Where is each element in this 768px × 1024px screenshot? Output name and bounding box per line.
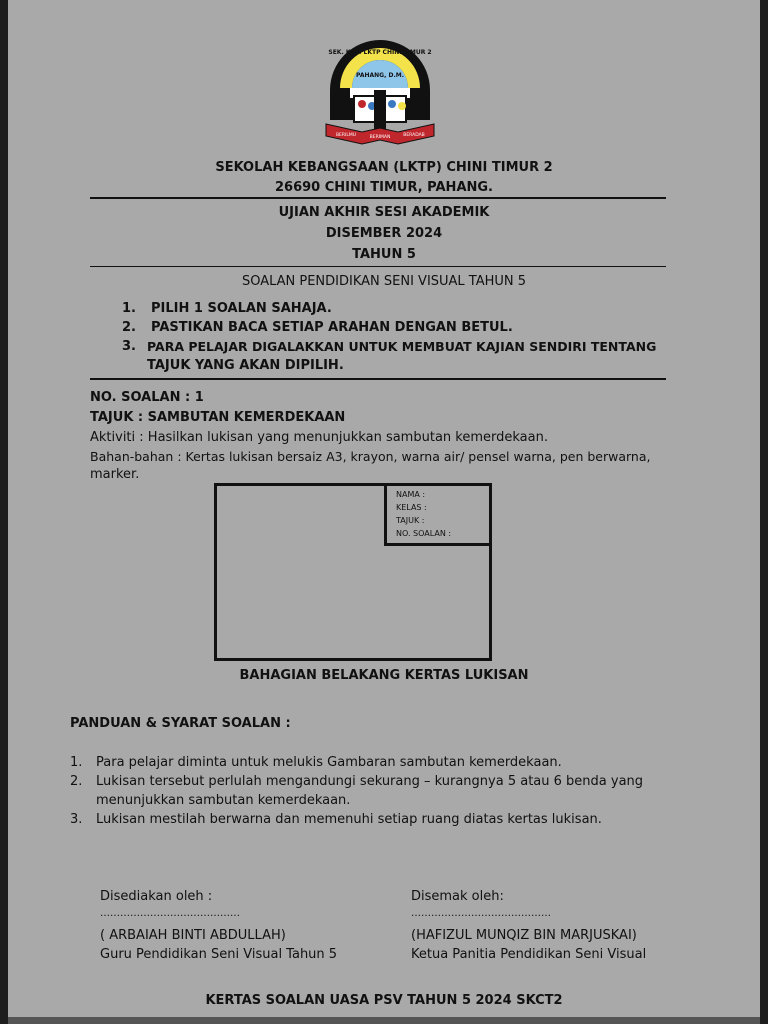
guide-heading: PANDUAN & SYARAT SOALAN : bbox=[70, 716, 291, 731]
instruction-3-text: PARA PELAJAR DIGALAKKAN UNTUK MEMBUAT KAJIAN SENDIRI TENTANG bbox=[147, 339, 657, 354]
exam-name: UJIAN AKHIR SESI AKADEMIK bbox=[278, 205, 490, 220]
question-materials: Bahan-bahan : Kertas lukisan bersaiz A3, krayon, warna air/ pensel warna, pen berwarna, bbox=[90, 449, 651, 464]
checked-by-signature-line: …………………………………… bbox=[411, 908, 551, 919]
id-box-nama: NAMA : bbox=[396, 490, 426, 499]
prepared-by-name: ( ARBAIAH BINTI ABDULLAH) bbox=[100, 928, 286, 943]
id-box-kelas: KELAS : bbox=[396, 503, 427, 512]
question-title: TAJUK : SAMBUTAN KEMERDEKAAN bbox=[90, 410, 346, 425]
crest-ribbon-right: BERADAB bbox=[403, 133, 425, 138]
instruction-2-text: PASTIKAN BACA SETIAP ARAHAN DENGAN BETUL. bbox=[151, 320, 513, 335]
prepared-by-role: Guru Pendidikan Seni Visual Tahun 5 bbox=[100, 947, 338, 962]
guide-2-text-cont: menunjukkan sambutan kemerdekaan. bbox=[96, 793, 351, 808]
checked-by-label: Disemak oleh: bbox=[411, 889, 504, 904]
exam-date: DISEMBER 2024 bbox=[325, 226, 443, 241]
checked-by-role: Ketua Panitia Pendidikan Seni Visual bbox=[411, 947, 647, 962]
subject-title: SOALAN PENDIDIKAN SENI VISUAL TAHUN 5 bbox=[241, 274, 527, 289]
question-materials-cont: marker. bbox=[90, 467, 140, 482]
guide-2-num: 2. bbox=[70, 774, 83, 789]
subject-divider bbox=[90, 266, 666, 267]
header-divider bbox=[90, 197, 666, 199]
guide-1-text: Para pelajar diminta untuk melukis Gambaran sambutan kemerdekaan. bbox=[96, 755, 562, 770]
question-number: NO. SOALAN : 1 bbox=[90, 390, 204, 405]
instruction-3-text-cont: TAJUK YANG AKAN DIPILIH. bbox=[147, 358, 344, 373]
school-name: SEKOLAH KEBANGSAAN (LKTP) CHINI TIMUR 2 bbox=[215, 160, 553, 175]
instruction-3-num: 3. bbox=[122, 339, 136, 354]
page-footer: KERTAS SOALAN UASA PSV TAHUN 5 2024 SKCT2 bbox=[205, 993, 563, 1008]
instructions-divider bbox=[90, 378, 666, 380]
guide-3-num: 3. bbox=[70, 812, 83, 827]
id-box-no-soalan: NO. SOALAN : bbox=[396, 529, 452, 538]
bottom-edge bbox=[8, 1017, 760, 1024]
school-crest-logo bbox=[322, 32, 438, 150]
guide-2-text: Lukisan tersebut perlulah mengandungi sekurang – kurangnya 5 atau 6 benda yang bbox=[96, 774, 644, 789]
instruction-1-num: 1. bbox=[122, 301, 136, 316]
crest-center-text: PAHANG, D.M. bbox=[356, 72, 404, 79]
crest-ribbon-mid: BERIMAN bbox=[369, 135, 391, 140]
school-address: 26690 CHINI TIMUR, PAHANG. bbox=[275, 180, 493, 195]
exam-year: TAHUN 5 bbox=[352, 247, 416, 262]
guide-1-num: 1. bbox=[70, 755, 83, 770]
instruction-2-num: 2. bbox=[122, 320, 136, 335]
prepared-by-signature-line: …………………………………… bbox=[100, 908, 240, 919]
id-box-tajuk: TAJUK : bbox=[396, 516, 425, 525]
crest-arc-text: SEK. KEB. LKTP CHINI TIMUR 2 bbox=[328, 49, 432, 56]
prepared-by-label: Disediakan oleh : bbox=[100, 889, 213, 904]
guide-3-text: Lukisan mestilah berwarna dan memenuhi setiap ruang diatas kertas lukisan. bbox=[96, 812, 602, 827]
crest-ribbon-left: BERILMU bbox=[335, 133, 357, 138]
question-activity: Aktiviti : Hasilkan lukisan yang menunjukkan sambutan kemerdekaan. bbox=[90, 430, 548, 445]
diagram-caption: BAHAGIAN BELAKANG KERTAS LUKISAN bbox=[239, 668, 529, 683]
instruction-1-text: PILIH 1 SOALAN SAHAJA. bbox=[151, 301, 332, 316]
checked-by-name: (HAFIZUL MUNQIZ BIN MARJUSKAI) bbox=[411, 928, 637, 943]
